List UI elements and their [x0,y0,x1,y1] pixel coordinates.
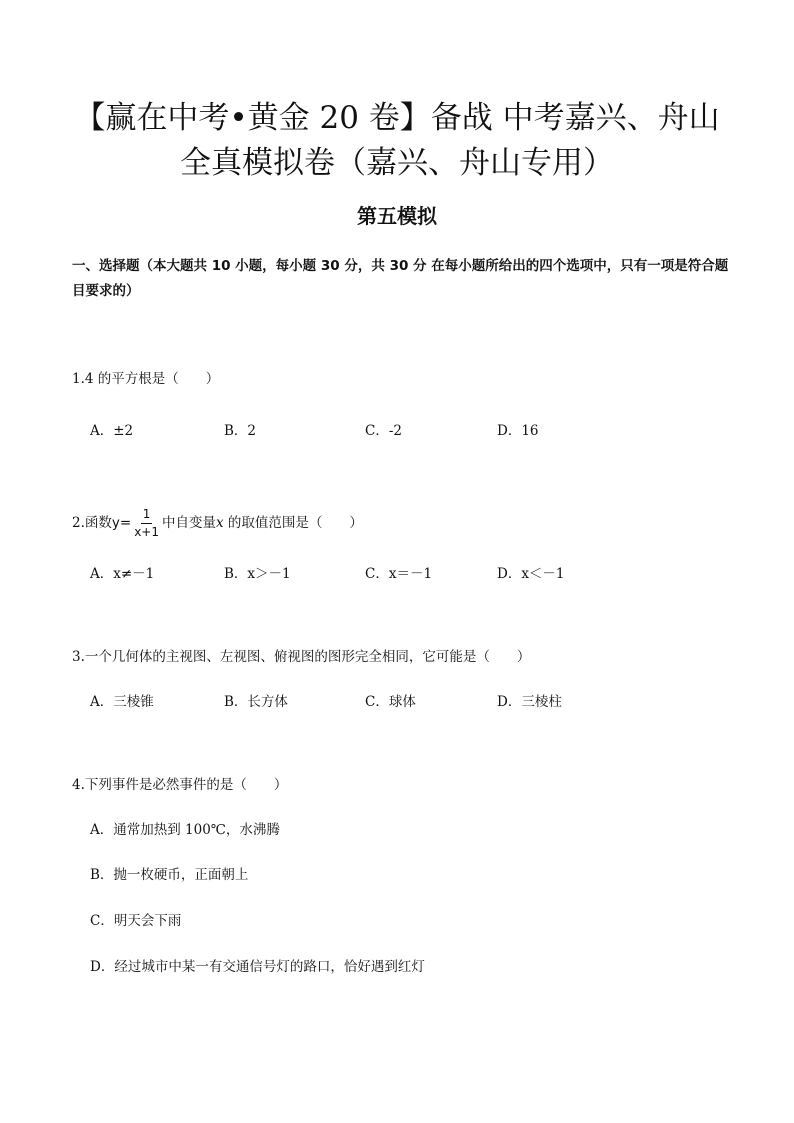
question-3-option-c: C．球体 [365,694,416,710]
question-2-fraction [132,507,161,540]
question-4-option-c: C．明天会下雨 [90,913,182,929]
question-2-formula-lhs: y= [111,515,132,531]
question-1-option-a: A．±2 [90,423,134,439]
fraction-denominator: x+1 [134,525,159,539]
question-1-stem: 1.4 的平方根是（ ） [72,371,220,387]
question-2-stem [72,507,363,540]
question-2-option-b: B．x＞－1 [224,566,291,582]
question-3-option-a: A．三棱锥 [90,694,154,710]
question-2-stem-suffix: 的取值范围是（ ） [223,515,363,531]
fraction-numerator: 1 [141,507,153,524]
document-title-line-1: 【赢在中考•黄金 20 卷】备战 中考嘉兴、舟山 [74,100,720,136]
question-2-option-a: A．x≠－1 [90,566,155,582]
question-2-variable: x [216,515,224,531]
question-3-stem: 3.一个几何体的主视图、左视图、俯视图的图形完全相同，它可能是（ ） [72,649,531,665]
question-3-option-b: B．长方体 [224,694,288,710]
question-1-option-d: D．16 [497,423,539,439]
question-4-option-a: A．通常加热到 100℃，水沸腾 [90,822,280,838]
question-1-option-b: B．2 [224,423,257,439]
section-heading: 一、选择题（本大题共 10 小题，每小题 30 分，共 30 分 在每小题所给出的四个选项中，只有一项是符合题目要求的） [72,258,729,299]
exam-subtitle: 第五模拟 [357,204,437,228]
question-3-option-d: D．三棱柱 [497,694,562,710]
question-4-option-d: D．经过城市中某一有交通信号灯的路口，恰好遇到红灯 [90,959,425,975]
question-4-stem: 4.下列事件是必然事件的是（ ） [72,777,288,793]
question-2-stem-mid: 中自变量 [162,515,216,531]
document-title-line-2: 全真模拟卷（嘉兴、舟山专用） [180,145,614,181]
question-4-option-b: B．抛一枚硬币，正面朝上 [90,867,249,883]
question-2-option-d: D．x＜－1 [497,566,565,582]
question-2-option-c: C．x＝－1 [365,566,433,582]
question-1-option-c: C．-2 [365,423,402,439]
question-2-stem-prefix: 2.函数 [72,515,112,531]
